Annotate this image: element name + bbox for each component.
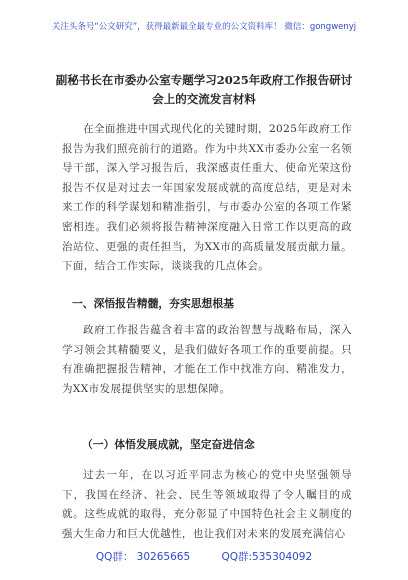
footer-qq-group-1[interactable]: QQ群： 30265665 [95,551,191,563]
subsection1-paragraph-block [62,466,352,544]
footer-qq-group-2[interactable]: QQ群:535304092 [221,551,313,563]
subsection1-heading: （一）体悟发展成就，坚定奋进信念 [82,438,255,451]
subsection1-paragraph: 过去一年，在以习近平同志为核心的党中央坚强领导下，我国在经济、社会、民生等领域取得了令人瞩目的成就。这些成就的取得，充分彰显了中国特色社会主义制度的强大生命力和巨大优越性，也让我们对未来的发展充满信心 [62,469,352,540]
document-title-line1: 副秘书长在市委办公室专题学习2025年政府工作报告研讨 [55,73,353,87]
footer-contact [0,549,408,564]
section1-paragraph: 政府工作报告蕴含着丰富的政治智慧与战略布局，深入学习领会其精髓要义，是我们做好各项工作的重要前提。只有准确把握报告精神，才能在工作中找准方向、精准发力，为XX市发展提供坚实的思想保障。 [62,324,352,395]
intro-paragraph: 在全面推进中国式现代化的关键时期，2025年政府工作报告为我们照亮前行的道路。作为中共XX市委办公室一名领导干部，深入学习报告后，我深感责任重大、使命光荣这份报告不仅是对过去一年国家发展成就的高度总结，更是对未来工作的科学谋划和精准指引，与市委办公室的各项工作紧密相连。我们必须将报告精神深度融入日常工作以更高的政治站位、更强的责任担当，为XX市的高质量发展贡献力量。下面，结合工作实际，谈谈我的几点体会。 [62,123,352,273]
section1-heading: 一、深悟报告精髓，夯实思想根基 [72,297,234,310]
document-title-line2: 会上的交流发言材料 [152,92,256,106]
header-banner[interactable]: 关注头条号“公文研究”，获得最新最全最专业的公文资料库！ 微信：gongwenyj [51,22,357,32]
intro-paragraph-block [62,120,352,277]
section1-paragraph-block [62,321,352,399]
